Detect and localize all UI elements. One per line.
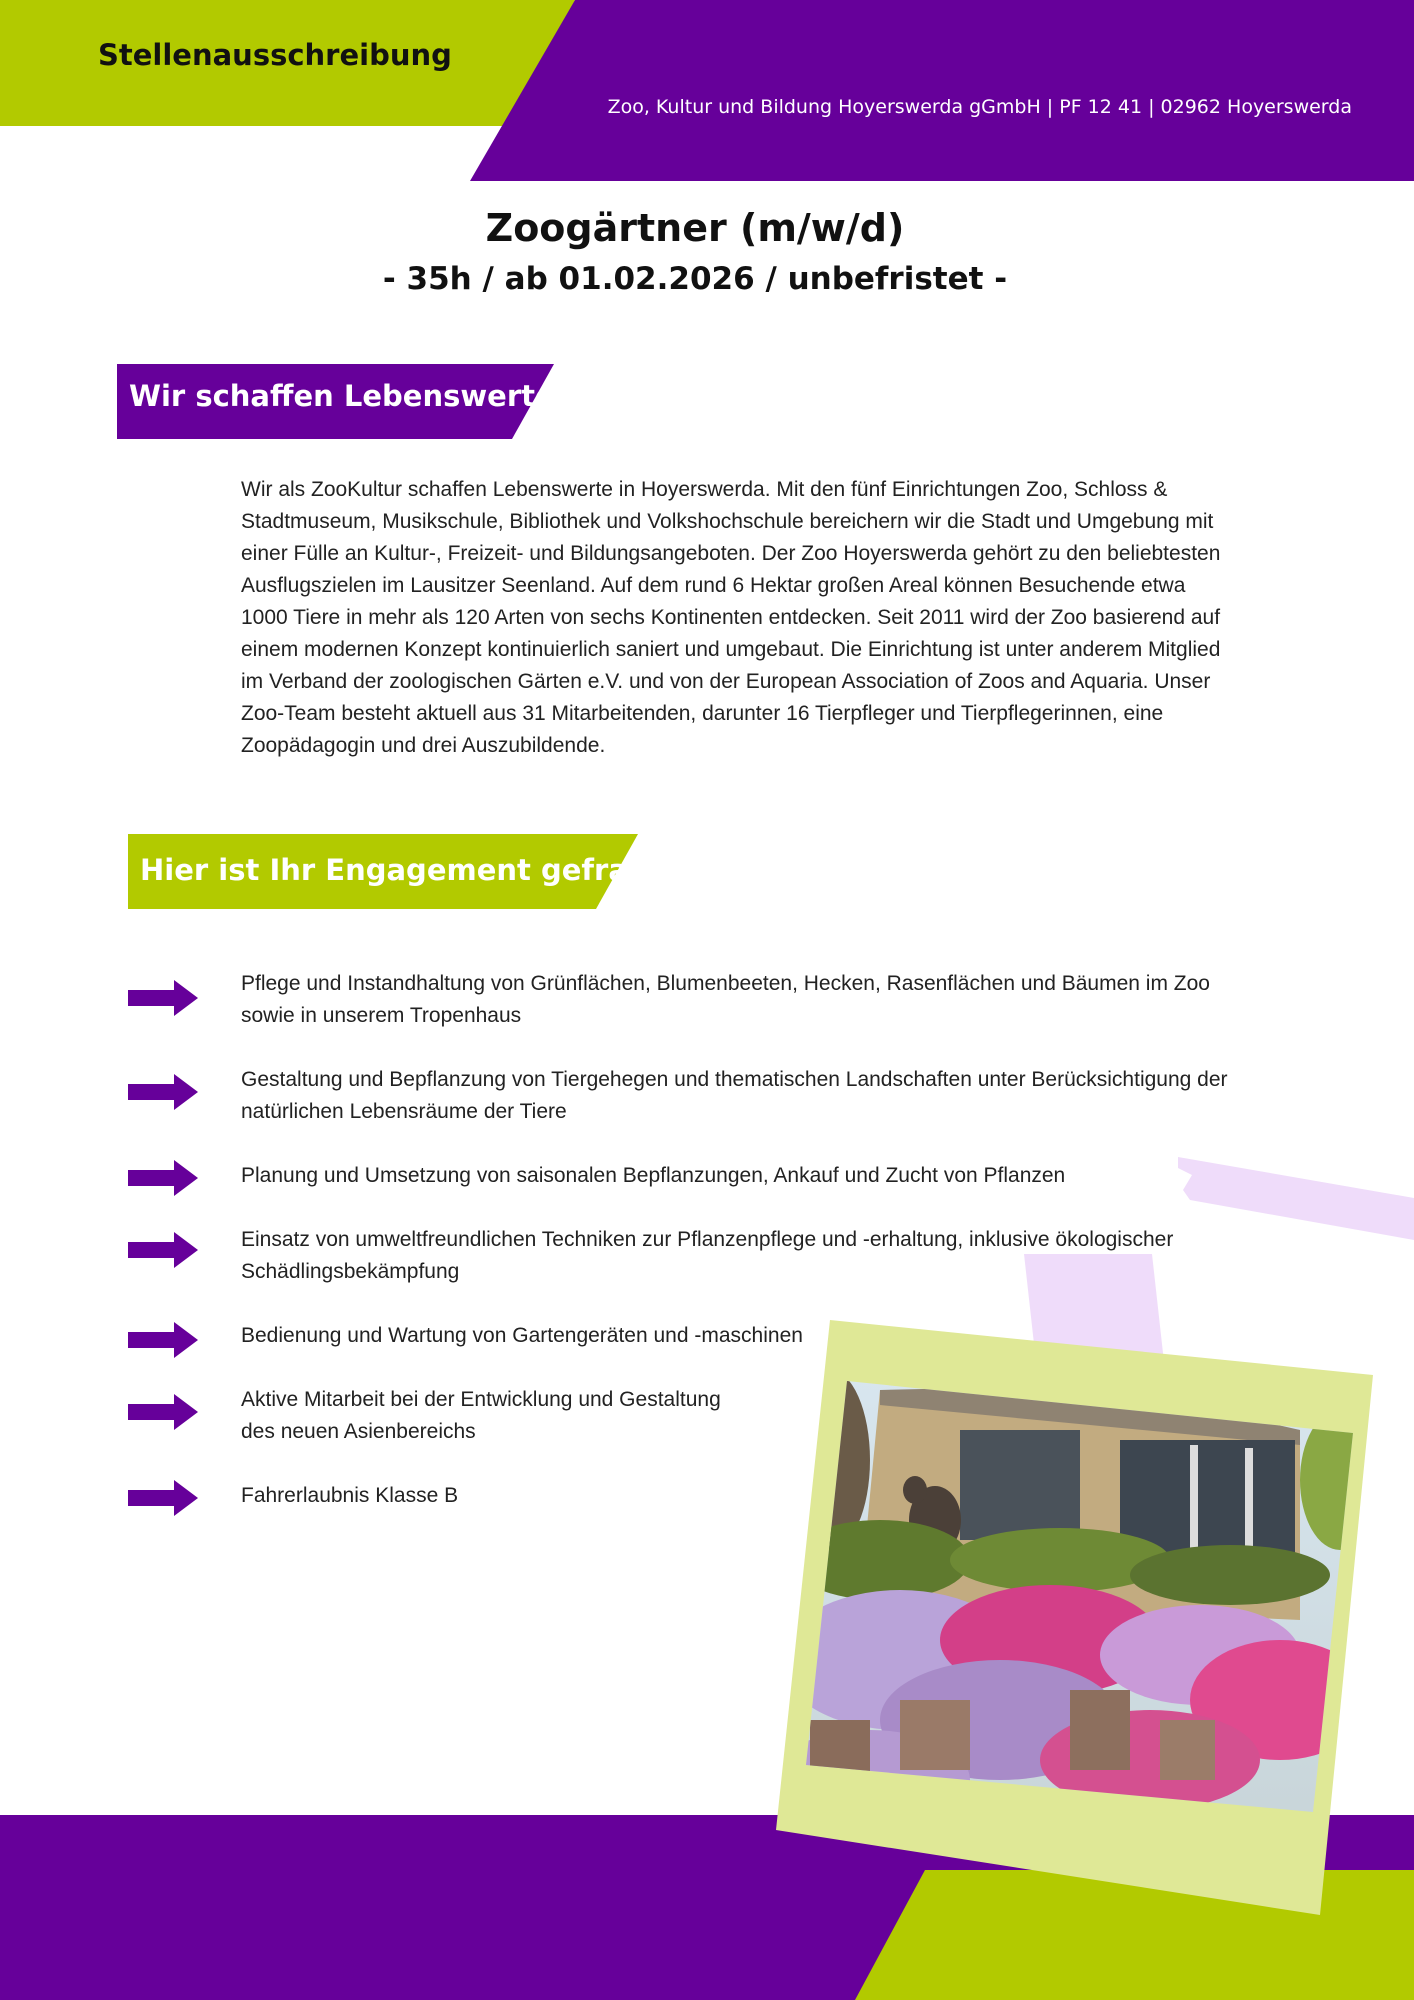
task-line: natürlichen Lebensräume der Tiere: [241, 1100, 567, 1123]
header-purple-band: [470, 0, 1414, 181]
job-title: Zoogärtner (m/w/d): [485, 206, 905, 250]
intro-line: Stadtmuseum, Musikschule, Bibliothek und Volkshochschule bereichern wir die Stadt und Umgebung mit: [241, 510, 1214, 533]
document-type-label: Stellenausschreibung: [98, 38, 452, 72]
right-arrow-icon: [128, 980, 200, 1016]
job-subtitle: - 35h / ab 01.02.2026 / unbefristet -: [382, 261, 1008, 297]
tasks-heading: Hier ist Ihr Engagement gefragt:: [140, 853, 675, 887]
right-arrow-icon: [128, 1160, 200, 1196]
task-text: [241, 1480, 458, 1512]
task-line: Bedienung und Wartung von Gartengeräten und -maschinen: [241, 1324, 803, 1347]
task-line: Schädlingsbekämpfung: [241, 1260, 460, 1283]
task-text: [241, 968, 1210, 1032]
intro-heading: Wir schaffen Lebenswerte!: [129, 379, 568, 413]
task-line: Aktive Mitarbeit bei der Entwicklung und Gestaltung: [241, 1388, 721, 1411]
intro-line: Zoopädagogin und drei Auszubildende.: [241, 734, 606, 757]
intro-paragraph: [241, 474, 1281, 762]
right-arrow-icon: [128, 1232, 200, 1268]
task-line: Gestaltung und Bepflanzung von Tiergehegen und thematischen Landschaften unter Berücksichtigung der: [241, 1068, 1228, 1091]
intro-line: einem modernen Konzept kontinuierlich saniert und umgebaut. Die Einrichtung ist unter anderem Mitglied: [241, 638, 1221, 661]
intro-line: Zoo-Team besteht aktuell aus 31 Mitarbeitenden, darunter 16 Tierpfleger und Tierpflegerinnen, eine: [241, 702, 1164, 725]
intro-line: 1000 Tiere in mehr als 120 Arten von sechs Kontinenten entdecken. Seit 2011 wird der Zoo basierend auf: [241, 606, 1221, 629]
task-line: des neuen Asienbereichs: [241, 1420, 476, 1443]
intro-line: Ausflugszielen im Lausitzer Seenland. Auf dem rund 6 Hektar großen Areal können Besuchende etwa: [241, 574, 1186, 597]
task-text: [241, 1064, 1228, 1128]
intro-line: im Verband der zoologischen Gärten e.V. und von der European Association of Zoos and Aquaria. Unser: [241, 670, 1211, 693]
task-text: [241, 1384, 721, 1448]
task-text: [241, 1160, 1065, 1192]
task-text: [241, 1320, 803, 1352]
task-line: Planung und Umsetzung von saisonalen Bepflanzungen, Ankauf und Zucht von Pflanzen: [241, 1164, 1066, 1187]
task-line: Pflege und Instandhaltung von Grünflächen, Blumenbeeten, Hecken, Rasenflächen und Bäumen im Zoo: [241, 972, 1210, 995]
task-line: Fahrerlaubnis Klasse B: [241, 1484, 459, 1507]
task-line: sowie in unserem Tropenhaus: [241, 1004, 522, 1027]
right-arrow-icon: [128, 1074, 200, 1110]
employer-address: Zoo, Kultur und Bildung Hoyerswerda gGmbH | PF 12 41 | 02962 Hoyerswerda: [607, 96, 1352, 118]
intro-line: Wir als ZooKultur schaffen Lebenswerte in Hoyerswerda. Mit den fünf Einrichtungen Zoo, Schloss &: [241, 478, 1168, 501]
right-arrow-icon: [128, 1394, 200, 1430]
flower-bed-photo: [770, 1370, 1380, 1830]
right-arrow-icon: [128, 1322, 200, 1358]
footer-lime-band: [855, 1870, 1414, 2000]
intro-line: einer Fülle an Kultur-, Freizeit- und Bildungsangeboten. Der Zoo Hoyerswerda gehört zu den beliebtesten: [241, 542, 1221, 565]
right-arrow-icon: [128, 1480, 200, 1516]
task-line: Einsatz von umweltfreundlichen Techniken zur Pflanzenpflege und -erhaltung, inklusive ökologischer: [241, 1228, 1174, 1251]
task-text: [241, 1224, 1173, 1288]
tape-strip-top: [1178, 1157, 1414, 1240]
